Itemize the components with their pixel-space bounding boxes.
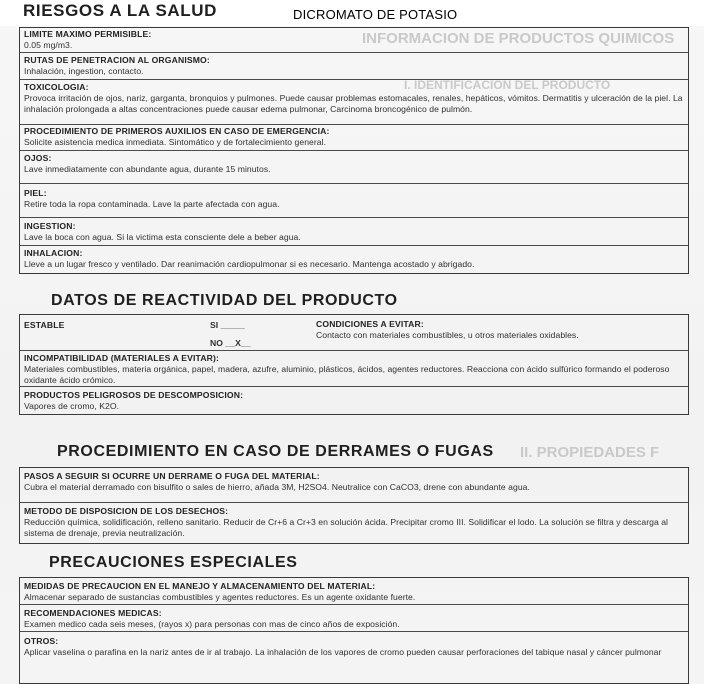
text-metodo: Reducción química, solidificación, relleno sanitario. Reducir de Cr+6 a Cr+3 en solución ácida. Precipitar cromo III. Solidificar el lodo. La solución se filtra y descarga al sistema de drenaje, previa neutralización.	[24, 517, 668, 538]
estable-no: NO __X__	[210, 338, 251, 348]
text-manejo: Almacenar separado de sustancias combustibles y agentes reductores. Es un agente oxidante fuerte.	[24, 592, 416, 602]
row-estable	[20, 315, 688, 350]
text-productos-peligrosos: Vapores de cromo, K2O.	[24, 401, 120, 411]
ghost-heading-1: INFORMACION DE PRODUCTOS QUIMICOS	[362, 30, 675, 47]
row-productos-peligrosos	[20, 386, 688, 413]
label-estable: ESTABLE	[24, 320, 65, 330]
row-manejo	[20, 578, 688, 604]
label-manejo: MEDIDAS DE PRECAUCION EN EL MANEJO Y ALMACENAMIENTO DEL MATERIAL:	[24, 581, 376, 591]
label-primeros-auxilios: PROCEDIMIENTO DE PRIMEROS AUXILIOS EN CASO DE EMERGENCIA:	[24, 126, 330, 136]
row-ingestion	[20, 217, 688, 246]
precauciones-box	[19, 577, 689, 684]
label-inhalacion: INHALACION:	[24, 248, 83, 258]
text-pasos: Cubra el material derramado con bisulfito o sales de hierro, añada 3M, H2SO4. Neutralice con CaCO3, drene con abundante agua.	[24, 482, 530, 492]
text-medicas: Examen medico cada seis meses, (rayos x) para personas con mas de cinco años de exposición.	[24, 619, 400, 629]
text-toxicologia: Provoca irritación de ojos, nariz, garganta, bronquios y pulmones. Puede causar problemas estomacales, renales, hepáticos, vómitos. Dermatitis y ulceración de la piel. La inhalación prolongada a altas concentraciones puede causar edema pulmonar, Carcinoma broncogénico de pulmón.	[24, 93, 683, 114]
text-inhalacion: Lleve a un lugar fresco y ventilado. Dar reanimación cardiopulmonar si es necesario. Mantenga acostado y abrigado.	[24, 259, 475, 269]
label-metodo: METODO DE DISPOSICION DE LOS DESECHOS:	[24, 506, 229, 516]
row-ojos	[20, 150, 688, 184]
estable-si: SI _____	[210, 320, 245, 330]
row-pasos	[20, 468, 688, 502]
text-otros: Aplicar vaselina o parafina en la nariz antes de ir al trabajo. La inhalación de los vapores de cromo pueden causar perforaciones del tabique nasal y cáncer pulmonar	[24, 647, 662, 657]
ghost-heading-3: II. PROPIEDADES F	[520, 444, 660, 461]
derrames-box	[19, 467, 689, 544]
label-toxicologia: TOXICOLOGIA:	[24, 82, 89, 92]
text-condiciones: Contacto con materiales combustibles, u otros materiales oxidables.	[316, 330, 579, 340]
row-otros	[20, 631, 688, 682]
document-title: DICROMATO DE POTASIO	[293, 7, 458, 22]
row-metodo	[20, 502, 688, 542]
text-rutas: Inhalación, ingestion, contacto.	[24, 66, 144, 76]
row-limite	[20, 28, 688, 52]
label-condiciones: CONDICIONES A EVITAR:	[316, 319, 424, 329]
label-ojos: OJOS:	[24, 153, 52, 163]
row-piel	[20, 183, 688, 218]
row-primeros-auxilios	[20, 124, 688, 151]
text-piel: Retire toda la ropa contaminada. Lave la parte afectada con agua.	[24, 199, 280, 209]
text-primeros-auxilios: Solicite asistencia medica inmediata. Sintomático y de fortalecimiento general.	[24, 137, 327, 147]
section-title-derrames: PROCEDIMIENTO EN CASO DE DERRAMES O FUGAS	[57, 443, 494, 460]
section-title-precauciones: PRECAUCIONES ESPECIALES	[49, 554, 298, 571]
text-limite: 0.05 mg/m3.	[24, 40, 73, 50]
row-medicas	[20, 604, 688, 632]
label-limite: LIMITE MAXIMO PERMISIBLE:	[24, 29, 152, 39]
label-ingestion: INGESTION:	[24, 221, 76, 231]
label-pasos: PASOS A SEGUIR SI OCURRE UN DERRAME O FUGA DEL MATERIAL:	[24, 471, 320, 481]
ghost-heading-2: I. IDENTIFICACION DEL PRODUCTO	[404, 78, 611, 92]
row-inhalacion	[20, 245, 688, 272]
section-title-riesgos: RIESGOS A LA SALUD	[23, 1, 218, 20]
section-title-reactividad: DATOS DE REACTIVIDAD DEL PRODUCTO	[51, 292, 398, 309]
riesgos-box	[19, 27, 689, 274]
row-rutas	[20, 52, 688, 80]
text-incompatibilidad: Materiales combustibles, materia orgánica, papel, madera, azufre, aluminio, plásticos, ácidos, agentes reductores. Reacciona con ácido sulfúrico formando el poderoso oxidante ácido crómico.	[24, 364, 670, 385]
label-productos-peligrosos: PRODUCTOS PELIGROSOS DE DESCOMPOSICION:	[24, 390, 244, 400]
label-rutas: RUTAS DE PENETRACION AL ORGANISMO:	[24, 55, 210, 65]
text-ingestion: Lave la boca con agua. Si la victima esta consciente dele a beber agua.	[24, 232, 301, 242]
row-incompatibilidad	[20, 350, 688, 387]
label-incompatibilidad: INCOMPATIBILIDAD (MATERIALES A EVITAR):	[24, 353, 220, 363]
label-otros: OTROS:	[24, 636, 59, 646]
row-toxicologia	[20, 79, 688, 125]
reactividad-box	[19, 314, 689, 415]
label-medicas: RECOMENDACIONES MEDICAS:	[24, 608, 162, 618]
label-piel: PIEL:	[24, 188, 47, 198]
text-ojos: Lave inmediatamente con abundante agua, durante 15 minutos.	[24, 164, 271, 174]
